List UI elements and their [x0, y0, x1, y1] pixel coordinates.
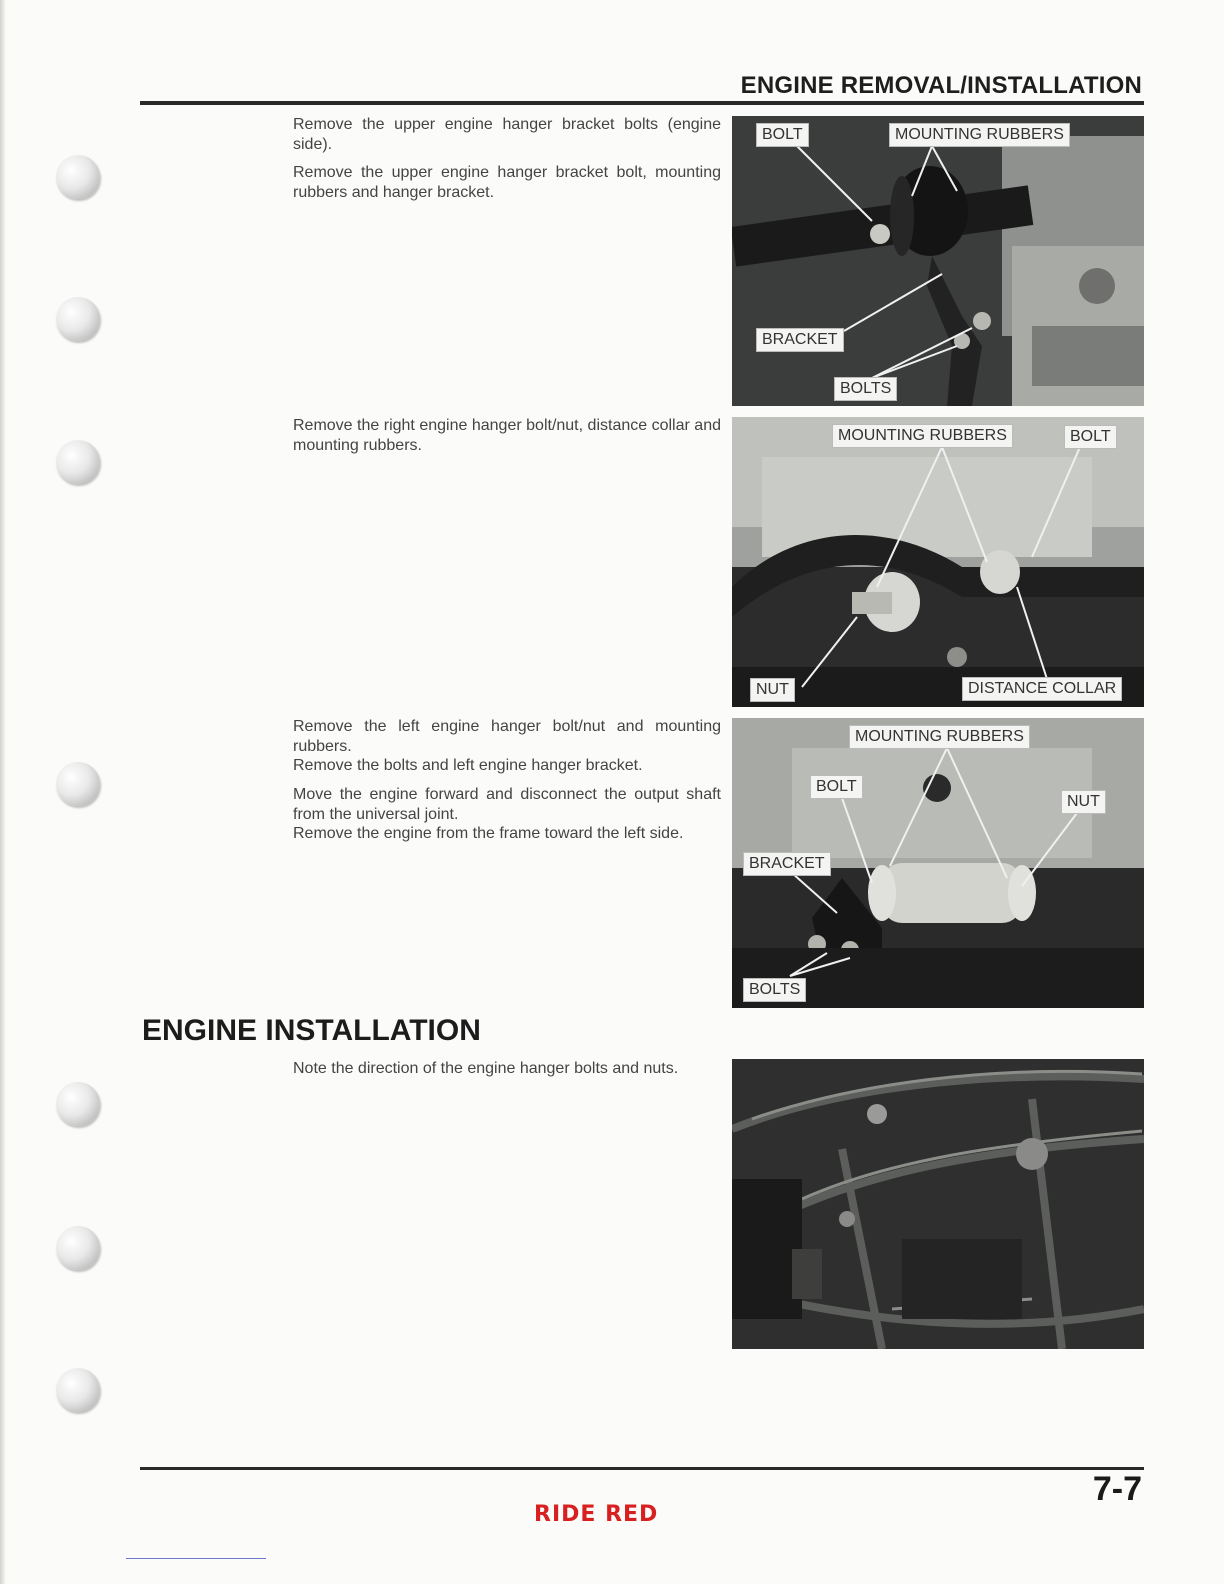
photo-frame-installation — [732, 1059, 1144, 1349]
photo-right-hanger — [732, 417, 1144, 707]
step-text: Remove the engine from the frame toward the left side. — [293, 825, 684, 842]
binder-hole — [56, 440, 100, 484]
callout-bolts: BOLTS — [743, 978, 806, 1002]
binder-hole — [56, 1226, 100, 1270]
binder-hole — [56, 1368, 100, 1412]
photo-upper-hanger — [732, 116, 1144, 406]
callout-mounting-rubbers: MOUNTING RUBBERS — [832, 424, 1013, 448]
photo-illustration — [732, 1059, 1144, 1349]
callout-bolt: BOLT — [810, 775, 863, 799]
step-text: Remove the upper engine hanger bracket bolts (engine side). — [293, 116, 721, 153]
photo-illustration — [732, 116, 1144, 406]
callout-bolts: BOLTS — [834, 377, 897, 401]
photo-left-hanger — [732, 718, 1144, 1008]
binder-hole — [56, 1082, 100, 1126]
header-rule — [140, 101, 1144, 105]
binder-hole — [56, 762, 100, 806]
section-title: ENGINE INSTALLATION — [142, 1014, 481, 1047]
step-text: Move the engine forward and disconnect the output shaft from the universal joint. — [293, 786, 721, 823]
step-text: Remove the right engine hanger bolt/nut, distance collar and mounting rubbers. — [293, 417, 721, 454]
callout-mounting-rubbers: MOUNTING RUBBERS — [889, 123, 1070, 147]
callout-nut: NUT — [750, 678, 795, 702]
binder-hole — [56, 297, 100, 341]
step-text: Note the direction of the engine hanger bolts and nuts. — [293, 1060, 679, 1077]
callout-bolt: BOLT — [1064, 425, 1117, 449]
callout-bolt: BOLT — [756, 123, 809, 147]
callout-bracket: BRACKET — [756, 328, 844, 352]
binder-hole — [56, 155, 100, 199]
footer-link-underline — [126, 1558, 266, 1559]
callout-bracket: BRACKET — [743, 852, 831, 876]
photo-illustration — [732, 417, 1144, 707]
callout-nut: NUT — [1061, 790, 1106, 814]
page-number: 7-7 — [1092, 1470, 1142, 1508]
step-text: Remove the left engine hanger bolt/nut and mounting rubbers. — [293, 718, 721, 755]
page-edge — [0, 0, 6, 1584]
step-text: Remove the upper engine hanger bracket bolt, mounting rubbers and hanger bracket. — [293, 164, 721, 201]
callout-distance-collar: DISTANCE COLLAR — [962, 677, 1122, 701]
page-header-title: ENGINE REMOVAL/INSTALLATION — [740, 72, 1142, 99]
callout-mounting-rubbers: MOUNTING RUBBERS — [849, 725, 1030, 749]
step-text: Remove the bolts and left engine hanger bracket. — [293, 757, 643, 774]
footer-rule — [140, 1467, 1144, 1470]
footer-brand: RIDE RED — [534, 1502, 659, 1527]
